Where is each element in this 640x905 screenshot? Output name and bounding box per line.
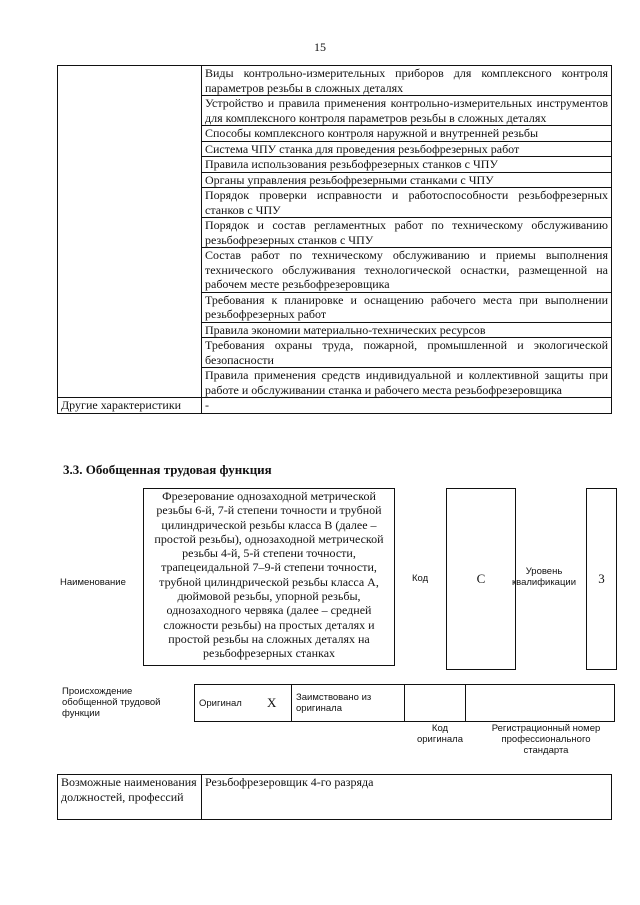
skill-item: Состав работ по техническому обслуживанию и приемы выполнения технического обслуживания технологической оснастки, размещенной на рабочем месте резьбофрезеровщика <box>202 248 612 293</box>
skill-item: Порядок проверки исправности и работоспособности резьбофрезерных станков с ЧПУ <box>202 188 612 218</box>
code-value: С <box>446 488 516 670</box>
function-name-box: Фрезерование однозаходной метрической резьбы 6-й, 7-й степени точности и трубной цилиндрической резьбы класса В (далее – простой резьбы), однозаходной метрической резьбы 4-й, 5-й степени точности, трапецеидальной 7–9-й степени точности, трубной цилиндрической резьбы класса А, дюймовой резьбы, упорной резьбы, однозаходного червяка (далее – средней сложности резьбы) на простых деталях и простой резьбы на сложных деталях на резьбофрезерных станках <box>143 488 395 666</box>
borrowed-label: Заимствовано из оригинала <box>292 685 405 722</box>
skill-item: Требования к планировке и оснащению рабочего места при выполнении резьбофрезерных работ <box>202 292 612 322</box>
code-original-label: Код оригинала <box>416 723 463 745</box>
positions-value: Резьбофрезеровщик 4-го разряда <box>202 775 612 820</box>
section-title: 3.3. Обобщенная трудовая функция <box>63 462 272 477</box>
other-characteristics-value: - <box>202 398 612 414</box>
qualification-level-label: Уровень квалификации <box>511 566 577 588</box>
positions-table <box>57 774 612 820</box>
skill-item: Система ЧПУ станка для проведения резьбофрезерных работ <box>202 141 612 157</box>
skill-item: Порядок и состав регламентных работ по техническому обслуживанию резьбофрезерных станков с ЧПУ <box>202 218 612 248</box>
original-code-cell <box>405 685 466 722</box>
table-row <box>195 685 615 722</box>
origin-label: Происхождение обобщенной трудовой функции <box>62 686 161 719</box>
other-characteristics-label: Другие характеристики <box>58 398 202 414</box>
table-row <box>58 398 612 414</box>
skill-item: Способы комплексного контроля наружной и внутренней резьбы <box>202 126 612 142</box>
table-row <box>58 775 612 820</box>
skill-item: Правила применения средств индивидуальной и коллективной защиты при работе и обслуживании станка и рабочего места резьбофрезеровщика <box>202 368 612 398</box>
positions-label: Возможные наименования должностей, профессий <box>58 775 202 820</box>
skill-item: Требования охраны труда, пожарной, промышленной и экологической безопасности <box>202 338 612 368</box>
table-row <box>58 66 612 96</box>
original-label: Оригинал <box>195 685 264 722</box>
original-mark: X <box>263 685 292 722</box>
page-number: 15 <box>314 40 326 54</box>
empty-left-cell <box>58 66 202 398</box>
reg-number-label: Регистрационный номер профессионального стандарта <box>491 723 601 756</box>
reg-number-cell <box>466 685 615 722</box>
skill-item: Устройство и правила применения контрольно-измерительных инструментов для комплексного контроля параметров резьбы в сложных деталях <box>202 96 612 126</box>
skill-item: Правила использования резьбофрезерных станков с ЧПУ <box>202 157 612 173</box>
qualification-level-value: 3 <box>586 488 617 670</box>
skill-item: Органы управления резьбофрезерными станками с ЧПУ <box>202 172 612 188</box>
name-label: Наименование <box>60 577 126 588</box>
skill-item: Виды контрольно-измерительных приборов для комплексного контроля параметров резьбы в сложных деталях <box>202 66 612 96</box>
origin-table <box>194 684 615 722</box>
skill-item: Правила экономии материально-технических ресурсов <box>202 322 612 338</box>
skills-table <box>57 65 612 414</box>
code-label: Код <box>412 573 429 584</box>
